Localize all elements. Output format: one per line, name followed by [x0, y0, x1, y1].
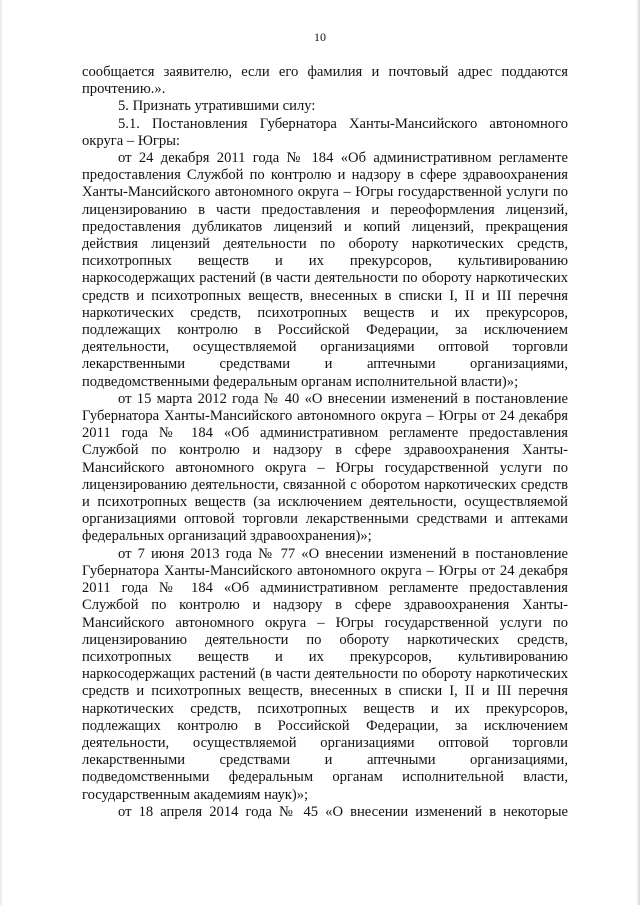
paragraph-decree-2014: от 18 апреля 2014 года № 45 «О внесении изменений в некоторые — [118, 803, 568, 820]
paragraph-decree-2012: от 15 марта 2012 года № 40 «О внесении изменений в постановление Губернатора Ханты-Мансийского автономного округа – Югры от 24 декабря 2011 года № 184 «Об административном регламенте предоставления Службой по контролю и надзору в сфере здравоохранения Ханты-Мансийского автономного округа – Югры государственной услуги по лицензированию деятельности, связанной с оборотом наркотических средств и психотропных веществ (за исключением деятельности, осуществляемой организациями оптовой торговли лекарственными средствами и аптеками федеральных организаций здравоохранения)»; — [82, 390, 568, 545]
paragraph-item-5-1: 5.1. Постановления Губернатора Ханты-Мансийского автономного округа – Югры: — [82, 115, 568, 149]
paragraph-decree-2013: от 7 июня 2013 года № 77 «О внесении изменений в постановление Губернатора Ханты-Мансийского автономного округа – Югры от 24 декабря 2011 года № 184 «Об административном регламенте предоставления Службой по контролю и надзору в сфере здравоохранения Ханты-Мансийского автономного округа – Югры государственной услуги по лицензированию деятельности по обороту наркотических средств, психотропных веществ и их прекурсоров, культивированию наркосодержащих растений (в части деятельности по обороту наркотических средств и психотропных веществ, внесенных в списки I, II и III перечня наркотических средств, психотропных веществ и их прекурсоров, подлежащих контролю в Российской Федерации, за исключением деятельности, осуществляемой организациями оптовой торговли лекарственными средствами и аптечными организациями, подведомственными федеральным органам исполнительной власти, государственным академиям наук)»; — [82, 545, 568, 803]
paragraph-item-5: 5. Признать утратившими силу: — [118, 98, 316, 115]
paragraph-continuation: сообщается заявителю, если его фамилия и почтовый адрес поддаются прочтению.». — [82, 64, 568, 98]
paragraph-decree-2011: от 24 декабря 2011 года № 184 «Об административном регламенте предоставления Службой по контролю и надзору в сфере здравоохранения Ханты-Мансийского автономного округа – Югры государственной услуги по лицензированию в части предоставления и переоформления лицензий, предоставления дубликатов лицензий и копий лицензий, прекращения действия лицензий деятельности по обороту наркотических средств, психотропных веществ и их прекурсоров, культивированию наркосодержащих растений (в части деятельности по обороту наркотических средств и психотропных веществ, внесенных в списки I, II и III перечня наркотических средств, психотропных веществ и их прекурсоров, подлежащих контролю в Российской Федерации, за исключением деятельности, осуществляемой организациями оптовой торговли лекарственными средствами и аптечными организациями, подведомственными федеральным органам исполнительной власти)»; — [82, 150, 568, 390]
page-number: 10 — [314, 30, 326, 44]
document-body — [82, 64, 568, 821]
scan-edge-left — [0, 0, 2, 905]
